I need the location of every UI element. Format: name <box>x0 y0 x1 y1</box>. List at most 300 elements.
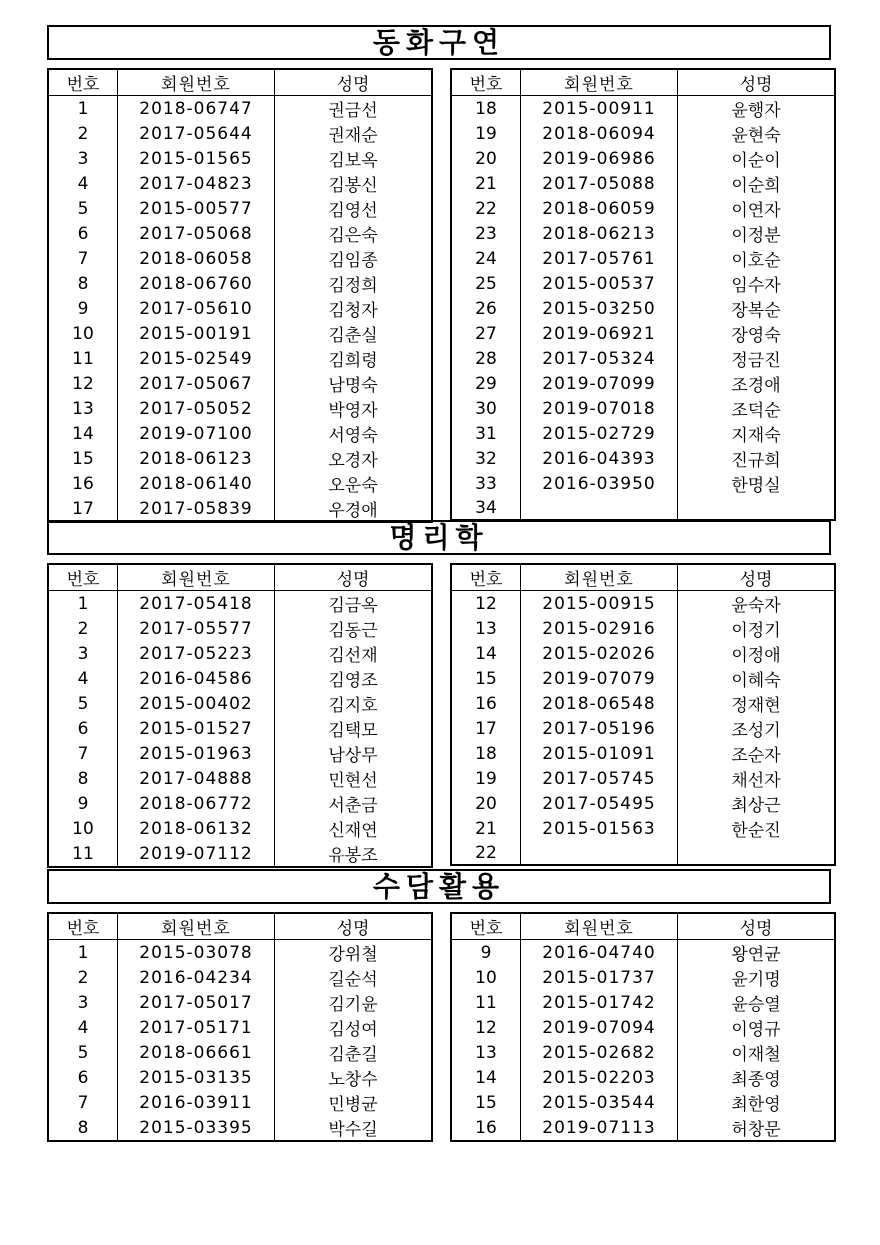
cell-name: 강위철 <box>275 940 433 966</box>
cell-name: 한명실 <box>678 471 836 496</box>
cell-no: 10 <box>451 965 521 990</box>
cell-no: 8 <box>48 271 118 296</box>
cell-no: 4 <box>48 171 118 196</box>
cell-no: 10 <box>48 816 118 841</box>
cell-member-id: 2015-01737 <box>521 965 678 990</box>
table-row <box>451 196 835 221</box>
cell-no: 2 <box>48 616 118 641</box>
cell-name: 길순석 <box>275 965 433 990</box>
cell-member-id: 2017-05088 <box>521 171 678 196</box>
cell-name: 윤숙자 <box>678 591 836 617</box>
column-header-member-id: 회원번호 <box>521 913 678 940</box>
cell-name: 허창문 <box>678 1115 836 1141</box>
cell-name: 장복순 <box>678 296 836 321</box>
cell-name: 조경애 <box>678 371 836 396</box>
cell-name: 이혜숙 <box>678 666 836 691</box>
table-row <box>451 716 835 741</box>
table-row <box>48 396 432 421</box>
cell-name: 김택모 <box>275 716 433 741</box>
cell-member-id: 2019-07113 <box>521 1115 678 1141</box>
table-row <box>48 446 432 471</box>
table-row <box>48 841 432 867</box>
table-row <box>48 940 432 966</box>
cell-member-id: 2017-05017 <box>118 990 275 1015</box>
cell-member-id: 2017-05067 <box>118 371 275 396</box>
table-row <box>451 1015 835 1040</box>
column-header-no: 번호 <box>48 913 118 940</box>
cell-no: 13 <box>451 1040 521 1065</box>
cell-member-id: 2016-04586 <box>118 666 275 691</box>
cell-name: 오운숙 <box>275 471 433 496</box>
cell-no: 20 <box>451 146 521 171</box>
cell-no: 20 <box>451 791 521 816</box>
cell-no: 21 <box>451 171 521 196</box>
table-row <box>48 421 432 446</box>
cell-member-id: 2015-00915 <box>521 591 678 617</box>
table-row <box>451 396 835 421</box>
roster-table-left <box>47 912 433 1142</box>
table-row <box>451 121 835 146</box>
cell-no: 11 <box>48 841 118 867</box>
cell-no: 16 <box>451 1115 521 1141</box>
cell-member-id <box>521 496 678 520</box>
table-row <box>451 296 835 321</box>
table-header-row <box>48 913 432 940</box>
cell-member-id: 2017-05577 <box>118 616 275 641</box>
cell-name: 이정기 <box>678 616 836 641</box>
cell-name: 채선자 <box>678 766 836 791</box>
table-row <box>451 271 835 296</box>
table-row <box>451 691 835 716</box>
cell-no: 21 <box>451 816 521 841</box>
cell-no: 12 <box>451 591 521 617</box>
cell-name: 김청자 <box>275 296 433 321</box>
table-row <box>451 940 835 966</box>
cell-no: 6 <box>48 1065 118 1090</box>
cell-member-id: 2019-07100 <box>118 421 275 446</box>
cell-no: 15 <box>48 446 118 471</box>
table-row <box>48 1040 432 1065</box>
column-header-no: 번호 <box>451 69 521 96</box>
cell-name: 왕연균 <box>678 940 836 966</box>
cell-name: 김춘길 <box>275 1040 433 1065</box>
table-row <box>451 171 835 196</box>
cell-no: 7 <box>48 1090 118 1115</box>
cell-member-id: 2015-02203 <box>521 1065 678 1090</box>
cell-name: 박영자 <box>275 396 433 421</box>
cell-no: 3 <box>48 990 118 1015</box>
cell-name: 민현선 <box>275 766 433 791</box>
cell-member-id: 2019-07094 <box>521 1015 678 1040</box>
cell-name: 김영선 <box>275 196 433 221</box>
table-row <box>451 246 835 271</box>
cell-name: 이재철 <box>678 1040 836 1065</box>
cell-member-id: 2015-00191 <box>118 321 275 346</box>
cell-no: 5 <box>48 196 118 221</box>
cell-member-id: 2015-01091 <box>521 741 678 766</box>
cell-name: 김희령 <box>275 346 433 371</box>
table-row <box>451 346 835 371</box>
table-header-row <box>48 564 432 591</box>
cell-member-id: 2018-06772 <box>118 791 275 816</box>
cell-no: 10 <box>48 321 118 346</box>
table-row <box>48 496 432 522</box>
cell-no: 7 <box>48 246 118 271</box>
cell-member-id: 2015-00402 <box>118 691 275 716</box>
cell-no: 8 <box>48 766 118 791</box>
cell-member-id: 2018-06140 <box>118 471 275 496</box>
cell-member-id: 2018-06132 <box>118 816 275 841</box>
cell-no: 17 <box>451 716 521 741</box>
table-row <box>48 766 432 791</box>
cell-no: 16 <box>451 691 521 716</box>
roster-table-left <box>47 563 433 868</box>
cell-member-id: 2017-05839 <box>118 496 275 522</box>
cell-no: 17 <box>48 496 118 522</box>
cell-member-id: 2019-06921 <box>521 321 678 346</box>
cell-member-id: 2015-03250 <box>521 296 678 321</box>
cell-name: 김금옥 <box>275 591 433 617</box>
cell-member-id: 2015-01527 <box>118 716 275 741</box>
table-row <box>451 446 835 471</box>
cell-name: 김기윤 <box>275 990 433 1015</box>
cell-member-id: 2016-04740 <box>521 940 678 966</box>
column-header-no: 번호 <box>48 564 118 591</box>
cell-no: 22 <box>451 196 521 221</box>
table-row <box>48 371 432 396</box>
cell-member-id: 2018-06747 <box>118 96 275 122</box>
cell-member-id: 2018-06661 <box>118 1040 275 1065</box>
cell-name: 신재연 <box>275 816 433 841</box>
table-row <box>451 666 835 691</box>
table-row <box>48 591 432 617</box>
table-row <box>48 121 432 146</box>
cell-no: 13 <box>451 616 521 641</box>
cell-name: 서춘금 <box>275 791 433 816</box>
table-row <box>48 791 432 816</box>
column-header-no: 번호 <box>451 564 521 591</box>
cell-no: 27 <box>451 321 521 346</box>
table-row <box>451 766 835 791</box>
table-row <box>48 1015 432 1040</box>
roster-table-right <box>450 563 836 866</box>
cell-name: 우경애 <box>275 496 433 522</box>
cell-name: 김춘실 <box>275 321 433 346</box>
cell-no: 14 <box>451 1065 521 1090</box>
cell-member-id: 2017-04823 <box>118 171 275 196</box>
cell-member-id: 2017-05068 <box>118 221 275 246</box>
cell-no: 4 <box>48 1015 118 1040</box>
table-row <box>48 346 432 371</box>
cell-member-id: 2015-01963 <box>118 741 275 766</box>
cell-member-id: 2017-05761 <box>521 246 678 271</box>
cell-name: 노창수 <box>275 1065 433 1090</box>
cell-member-id: 2018-06094 <box>521 121 678 146</box>
cell-no: 14 <box>451 641 521 666</box>
cell-member-id: 2015-01565 <box>118 146 275 171</box>
cell-name: 남상무 <box>275 741 433 766</box>
cell-member-id: 2018-06548 <box>521 691 678 716</box>
table-row <box>48 716 432 741</box>
cell-no: 13 <box>48 396 118 421</box>
cell-name <box>678 841 836 865</box>
cell-member-id: 2019-07112 <box>118 841 275 867</box>
table-row <box>48 616 432 641</box>
cell-no: 11 <box>451 990 521 1015</box>
cell-member-id: 2015-03395 <box>118 1115 275 1141</box>
cell-name: 서영숙 <box>275 421 433 446</box>
table-row <box>48 146 432 171</box>
cell-name: 최상근 <box>678 791 836 816</box>
cell-name: 이영규 <box>678 1015 836 1040</box>
cell-name: 이순이 <box>678 146 836 171</box>
table-row <box>48 271 432 296</box>
cell-name: 김보옥 <box>275 146 433 171</box>
cell-name: 조덕순 <box>678 396 836 421</box>
table-row <box>48 171 432 196</box>
cell-no: 15 <box>451 1090 521 1115</box>
table-row <box>451 990 835 1015</box>
table-row <box>48 990 432 1015</box>
cell-no: 25 <box>451 271 521 296</box>
table-row <box>48 741 432 766</box>
cell-member-id: 2015-00537 <box>521 271 678 296</box>
roster-table-left <box>47 68 433 523</box>
cell-member-id: 2017-05324 <box>521 346 678 371</box>
table-row <box>451 616 835 641</box>
cell-member-id: 2017-05495 <box>521 791 678 816</box>
cell-name <box>678 496 836 520</box>
cell-name: 김선재 <box>275 641 433 666</box>
cell-member-id: 2017-04888 <box>118 766 275 791</box>
cell-name: 진규희 <box>678 446 836 471</box>
cell-no: 18 <box>451 741 521 766</box>
column-header-no: 번호 <box>451 913 521 940</box>
cell-member-id: 2015-00911 <box>521 96 678 122</box>
table-row <box>48 321 432 346</box>
cell-no: 1 <box>48 591 118 617</box>
cell-name: 윤승열 <box>678 990 836 1015</box>
cell-member-id: 2015-02682 <box>521 1040 678 1065</box>
table-row <box>48 221 432 246</box>
cell-name: 최한영 <box>678 1090 836 1115</box>
table-row <box>451 1115 835 1141</box>
table-row <box>451 496 835 520</box>
cell-no: 2 <box>48 121 118 146</box>
cell-name: 조순자 <box>678 741 836 766</box>
cell-member-id: 2015-02026 <box>521 641 678 666</box>
cell-member-id: 2018-06058 <box>118 246 275 271</box>
cell-member-id: 2019-07079 <box>521 666 678 691</box>
column-header-member-id: 회원번호 <box>118 913 275 940</box>
cell-no: 16 <box>48 471 118 496</box>
column-header-name: 성명 <box>275 69 433 96</box>
cell-no: 6 <box>48 716 118 741</box>
cell-no: 30 <box>451 396 521 421</box>
cell-name: 이연자 <box>678 196 836 221</box>
cell-name: 박수길 <box>275 1115 433 1141</box>
table-row <box>451 741 835 766</box>
column-header-name: 성명 <box>678 913 836 940</box>
table-row <box>48 296 432 321</box>
cell-name: 김임종 <box>275 246 433 271</box>
table-header-row <box>451 913 835 940</box>
cell-no: 24 <box>451 246 521 271</box>
column-header-name: 성명 <box>275 913 433 940</box>
cell-name: 최종영 <box>678 1065 836 1090</box>
table-row <box>48 196 432 221</box>
cell-member-id: 2015-02729 <box>521 421 678 446</box>
column-header-name: 성명 <box>678 69 836 96</box>
cell-member-id: 2018-06123 <box>118 446 275 471</box>
cell-no: 5 <box>48 691 118 716</box>
cell-no: 4 <box>48 666 118 691</box>
cell-name: 김성여 <box>275 1015 433 1040</box>
table-row <box>48 965 432 990</box>
column-header-member-id: 회원번호 <box>521 69 678 96</box>
table-row <box>451 641 835 666</box>
cell-name: 김영조 <box>275 666 433 691</box>
table-row <box>451 965 835 990</box>
cell-no: 6 <box>48 221 118 246</box>
cell-name: 윤기명 <box>678 965 836 990</box>
table-row <box>451 1090 835 1115</box>
roster-table-right <box>450 68 836 521</box>
table-row <box>451 96 835 122</box>
cell-name: 민병균 <box>275 1090 433 1115</box>
table-header-row <box>451 564 835 591</box>
cell-member-id: 2015-01563 <box>521 816 678 841</box>
table-row <box>48 1115 432 1141</box>
cell-name: 김지호 <box>275 691 433 716</box>
cell-no: 8 <box>48 1115 118 1141</box>
cell-no: 19 <box>451 121 521 146</box>
cell-name: 김정희 <box>275 271 433 296</box>
cell-member-id: 2016-03911 <box>118 1090 275 1115</box>
column-header-member-id: 회원번호 <box>521 564 678 591</box>
cell-no: 2 <box>48 965 118 990</box>
cell-name: 이호순 <box>678 246 836 271</box>
cell-name: 이순희 <box>678 171 836 196</box>
cell-name: 윤현숙 <box>678 121 836 146</box>
table-row <box>48 96 432 122</box>
cell-no: 7 <box>48 741 118 766</box>
column-header-name: 성명 <box>678 564 836 591</box>
cell-member-id: 2016-03950 <box>521 471 678 496</box>
cell-member-id: 2015-01742 <box>521 990 678 1015</box>
table-row <box>451 146 835 171</box>
section-title: 명리학 <box>47 520 831 555</box>
table-row <box>48 666 432 691</box>
cell-name: 김봉신 <box>275 171 433 196</box>
cell-name: 조성기 <box>678 716 836 741</box>
section-title: 동화구연 <box>47 25 831 60</box>
section-title: 수담활용 <box>47 869 831 904</box>
table-row <box>48 471 432 496</box>
column-header-member-id: 회원번호 <box>118 564 275 591</box>
cell-member-id: 2016-04234 <box>118 965 275 990</box>
table-row <box>48 816 432 841</box>
cell-no: 1 <box>48 940 118 966</box>
table-row <box>451 841 835 865</box>
cell-member-id: 2018-06760 <box>118 271 275 296</box>
cell-name: 유봉조 <box>275 841 433 867</box>
column-header-name: 성명 <box>275 564 433 591</box>
cell-member-id: 2019-07099 <box>521 371 678 396</box>
cell-member-id: 2015-02916 <box>521 616 678 641</box>
cell-name: 김동근 <box>275 616 433 641</box>
cell-no: 9 <box>48 791 118 816</box>
cell-name: 이정애 <box>678 641 836 666</box>
cell-member-id: 2015-02549 <box>118 346 275 371</box>
cell-member-id: 2017-05052 <box>118 396 275 421</box>
cell-no: 29 <box>451 371 521 396</box>
cell-name: 남명숙 <box>275 371 433 396</box>
cell-name: 지재숙 <box>678 421 836 446</box>
cell-no: 33 <box>451 471 521 496</box>
cell-no: 9 <box>451 940 521 966</box>
cell-member-id: 2017-05223 <box>118 641 275 666</box>
cell-no: 5 <box>48 1040 118 1065</box>
cell-no: 15 <box>451 666 521 691</box>
table-row <box>48 691 432 716</box>
table-row <box>451 221 835 246</box>
cell-member-id: 2019-06986 <box>521 146 678 171</box>
cell-no: 18 <box>451 96 521 122</box>
cell-member-id <box>521 841 678 865</box>
table-row <box>48 1065 432 1090</box>
table-row <box>451 591 835 617</box>
table-row <box>451 421 835 446</box>
cell-no: 26 <box>451 296 521 321</box>
cell-member-id: 2016-04393 <box>521 446 678 471</box>
table-row <box>48 1090 432 1115</box>
table-row <box>451 321 835 346</box>
cell-no: 12 <box>48 371 118 396</box>
cell-no: 11 <box>48 346 118 371</box>
cell-no: 14 <box>48 421 118 446</box>
table-header-row <box>48 69 432 96</box>
cell-no: 19 <box>451 766 521 791</box>
cell-member-id: 2019-07018 <box>521 396 678 421</box>
table-row <box>451 816 835 841</box>
cell-member-id: 2017-05171 <box>118 1015 275 1040</box>
cell-name: 권재순 <box>275 121 433 146</box>
cell-member-id: 2017-05745 <box>521 766 678 791</box>
column-header-no: 번호 <box>48 69 118 96</box>
table-row <box>451 791 835 816</box>
cell-no: 28 <box>451 346 521 371</box>
cell-member-id: 2015-03544 <box>521 1090 678 1115</box>
cell-member-id: 2018-06059 <box>521 196 678 221</box>
cell-no: 12 <box>451 1015 521 1040</box>
table-row <box>48 641 432 666</box>
cell-name: 한순진 <box>678 816 836 841</box>
cell-no: 34 <box>451 496 521 520</box>
cell-name: 정재현 <box>678 691 836 716</box>
cell-no: 3 <box>48 146 118 171</box>
cell-name: 오경자 <box>275 446 433 471</box>
table-row <box>451 1065 835 1090</box>
cell-no: 31 <box>451 421 521 446</box>
cell-member-id: 2015-03078 <box>118 940 275 966</box>
column-header-member-id: 회원번호 <box>118 69 275 96</box>
table-row <box>451 471 835 496</box>
table-row <box>451 371 835 396</box>
table-row <box>48 246 432 271</box>
cell-no: 23 <box>451 221 521 246</box>
table-header-row <box>451 69 835 96</box>
